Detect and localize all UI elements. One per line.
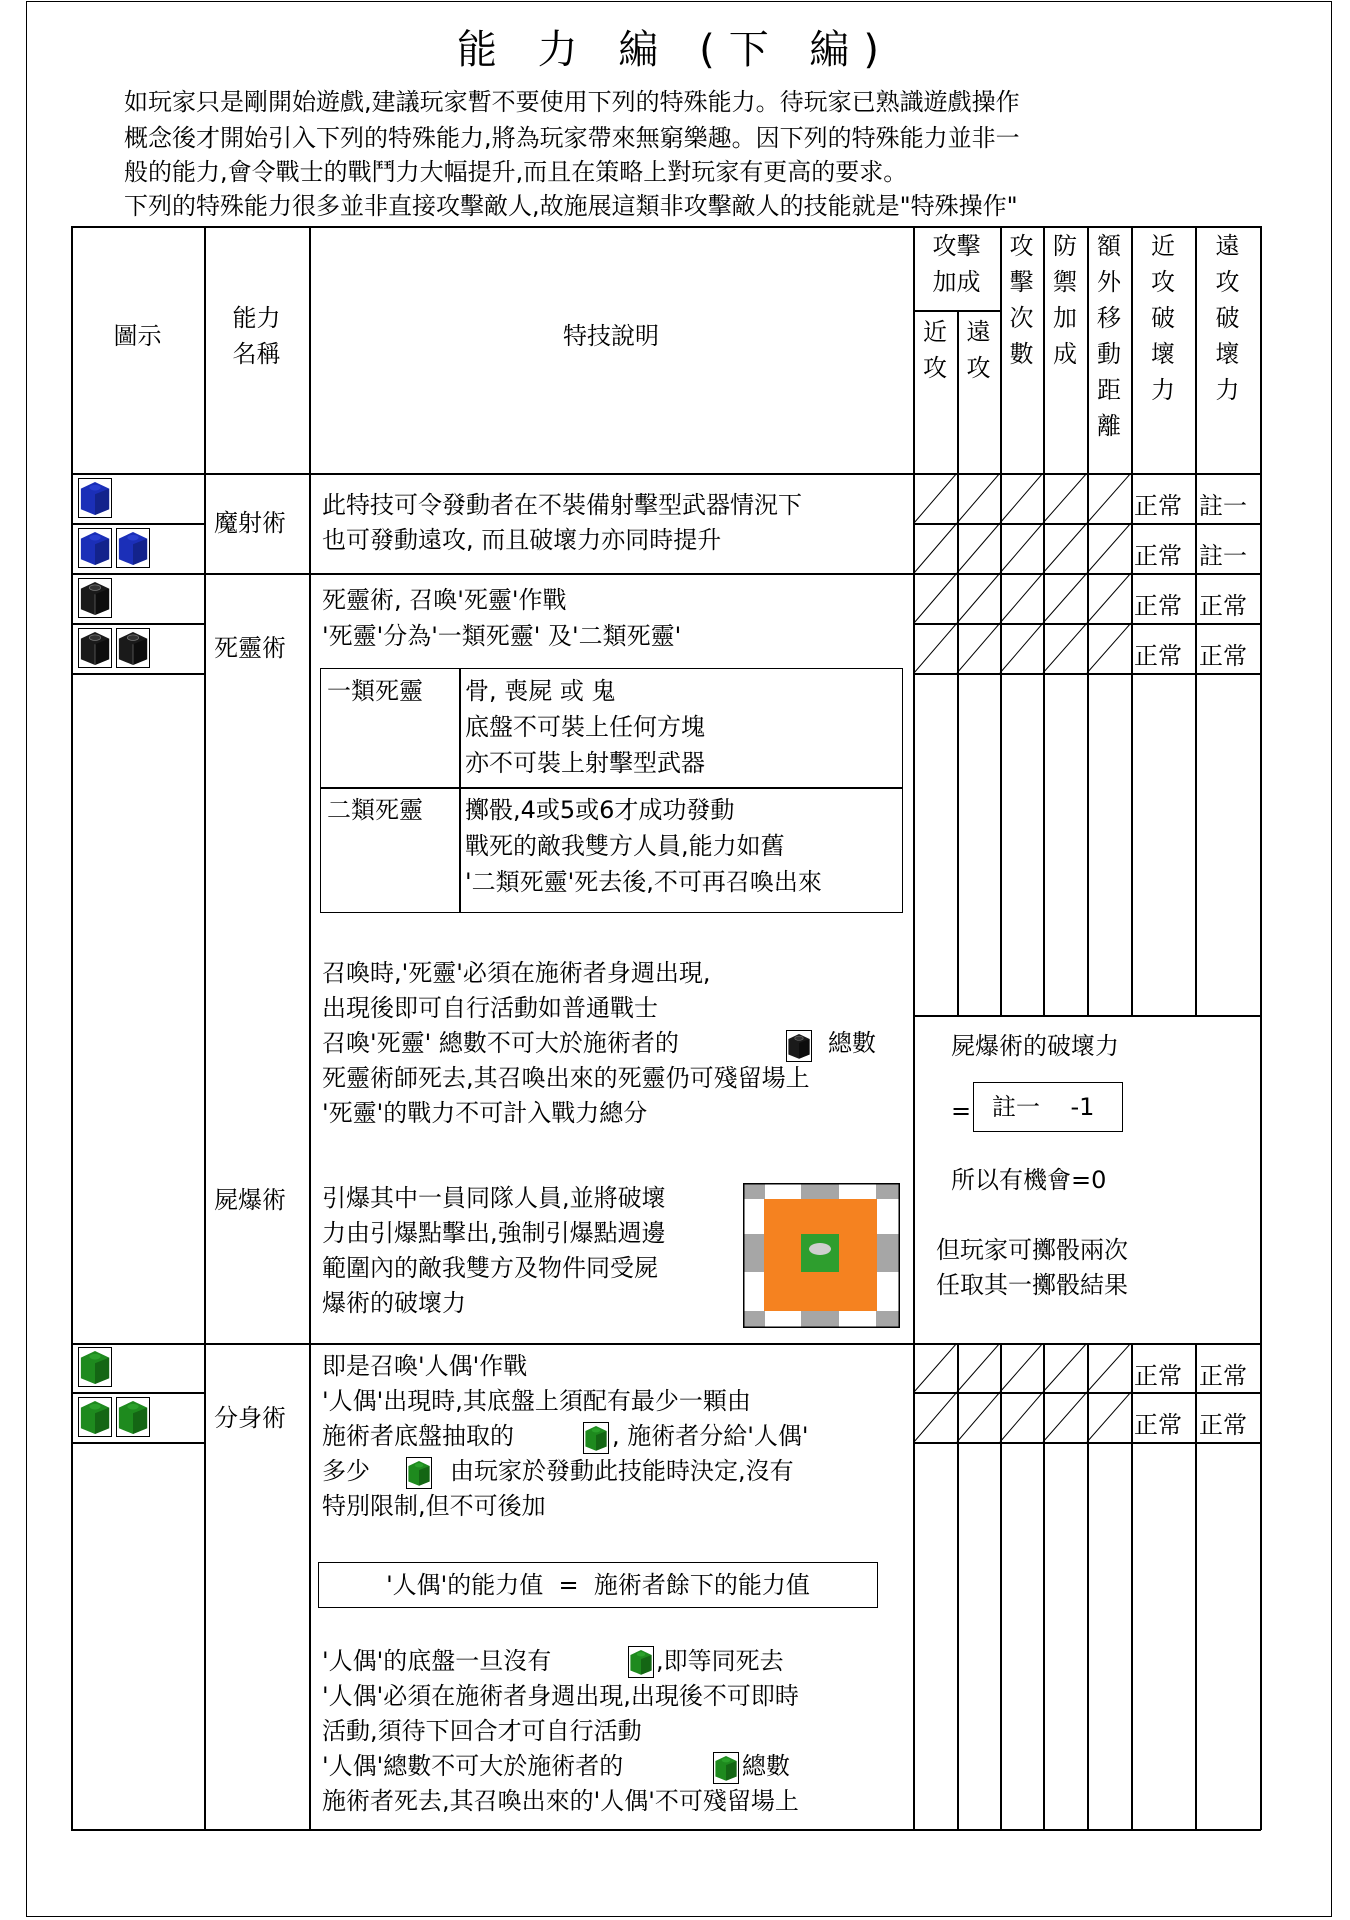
chance-note: 所以有機會=0 xyxy=(951,1166,1107,1194)
melee-destroy-value: 正常 xyxy=(1134,642,1182,670)
clone-desc-2: '人偶'出現時,其底盤上須配有最少一顆由 xyxy=(322,1387,751,1415)
green-cube-icon xyxy=(406,1457,432,1489)
clone-desc-4b: 由玩家於發動此技能時決定,沒有 xyxy=(450,1457,794,1485)
clone-desc-5: 特別限制,但不可後加 xyxy=(322,1492,546,1520)
black-cube-icon xyxy=(116,628,150,668)
clone-note-2: '人偶'必須在施術者身週出現,出現後不可即時 xyxy=(322,1682,799,1710)
corpse-explosion-desc-2: 力由引爆點擊出,強制引爆點週邊 xyxy=(322,1219,666,1247)
black-cube-icon xyxy=(78,628,112,668)
header-melee-destroy: 近 攻 破 壞 力 xyxy=(1151,232,1175,404)
header-description: 特技說明 xyxy=(563,322,659,350)
ranged-destroy-value: 正常 xyxy=(1199,1411,1247,1439)
header-name-line2: 名稱 xyxy=(232,340,281,368)
header-attack-bonus-line2: 加成 xyxy=(932,268,981,296)
magic-shot-desc-1: 此特技可令發動者在不裝備射擊型武器情況下 xyxy=(322,491,802,519)
melee-destroy-value: 正常 xyxy=(1134,492,1182,520)
melee-destroy-value: 正常 xyxy=(1134,1362,1182,1390)
header-defense-bonus: 防 禦 加 成 xyxy=(1053,232,1077,368)
clone-desc-1: 即是召喚'人偶'作戰 xyxy=(322,1352,528,1380)
reroll-note-1: 但玩家可擲骰兩次 xyxy=(936,1236,1128,1264)
ranged-destroy-value: 正常 xyxy=(1199,1362,1247,1390)
necromancy-note-3-suffix: 總數 xyxy=(828,1029,876,1057)
green-cube-icon xyxy=(78,1347,112,1387)
corpse-explosion-desc-1: 引爆其中一員同隊人員,並將破壞 xyxy=(322,1184,666,1212)
melee-destroy-value: 正常 xyxy=(1134,542,1182,570)
ranged-destroy-value: 註一 xyxy=(1199,542,1247,570)
header-icon: 圖示 xyxy=(113,322,162,350)
melee-destroy-value: 正常 xyxy=(1134,1411,1182,1439)
clone-note-1b: ,即等同死去 xyxy=(656,1647,784,1675)
blue-cube-icon xyxy=(116,528,150,568)
necromancy-note-4: 死靈術師死去,其召喚出來的死靈仍可殘留場上 xyxy=(322,1064,810,1092)
corpse-explosion-desc-3: 範圍內的敵我雙方及物件同受屍 xyxy=(322,1254,658,1282)
magic-shot-desc-2: 也可發動遠攻, 而且破壞力亦同時提升 xyxy=(322,526,722,554)
clone-note-4b: 總數 xyxy=(742,1752,790,1780)
ranged-destroy-value: 註一 xyxy=(1199,492,1247,520)
header-ranged: 遠 攻 xyxy=(966,318,991,382)
undead-type-2-line-2: 戰死的敵我雙方人員,能力如舊 xyxy=(465,832,785,860)
clone-formula: '人偶'的能力值 = 施術者餘下的能力值 xyxy=(386,1571,810,1599)
destroy-formula: 註一 -1 xyxy=(992,1093,1095,1121)
corpse-explosion-side-heading: 屍爆術的破壞力 xyxy=(951,1032,1119,1060)
black-cube-icon xyxy=(78,578,112,618)
necromancy-note-3: 召喚'死靈' 總數不可大於施術者的 xyxy=(322,1029,679,1057)
green-cube-icon xyxy=(628,1646,654,1678)
undead-type-2-label: 二類死靈 xyxy=(327,796,423,824)
undead-type-1-line-2: 底盤不可裝上任何方塊 xyxy=(465,713,705,741)
undead-type-2-line-3: '二類死靈'死去後,不可再召喚出來 xyxy=(465,868,822,896)
corpse-explosion-desc-4: 爆術的破壞力 xyxy=(322,1289,466,1317)
page-title: 能 力 編 (下 編) xyxy=(456,27,894,73)
intro-line-1: 如玩家只是剛開始遊戲,建議玩家暫不要使用下列的特殊能力。待玩家已熟識遊戲操作 xyxy=(124,88,1020,116)
header-attack-bonus-line1: 攻擊 xyxy=(932,232,981,260)
black-cube-icon xyxy=(786,1030,812,1062)
ability-name-magic-shot: 魔射術 xyxy=(214,509,286,537)
ranged-destroy-value: 正常 xyxy=(1199,592,1247,620)
reroll-note-2: 任取其一擲骰結果 xyxy=(936,1271,1128,1299)
header-melee: 近 攻 xyxy=(923,318,947,382)
header-ranged-destroy: 遠 攻 破 壞 力 xyxy=(1215,232,1240,404)
clone-desc-3a: 施術者底盤抽取的 xyxy=(322,1422,514,1450)
undead-type-2-line-1: 擲骰,4或5或6才成功發動 xyxy=(465,796,735,824)
na-slashes-row5-6 xyxy=(913,1343,1131,1442)
intro-line-4: 下列的特殊能力很多並非直接攻擊敵人,故施展這類非攻擊敵人的技能就是"特殊操作" xyxy=(124,192,1018,220)
ability-name-necromancy: 死靈術 xyxy=(214,634,286,662)
equals-sign: = xyxy=(951,1097,972,1125)
header-name-line1: 能力 xyxy=(232,304,281,332)
green-cube-icon xyxy=(116,1397,150,1437)
intro-line-3: 般的能力,會令戰士的戰鬥力大幅提升,而且在策略上對玩家有更高的要求。 xyxy=(124,158,908,186)
blue-cube-icon xyxy=(78,478,112,518)
melee-destroy-value: 正常 xyxy=(1134,592,1182,620)
na-slashes-row1-4 xyxy=(913,473,1131,673)
undead-type-1-line-3: 亦不可裝上射擊型武器 xyxy=(465,749,705,777)
green-cube-icon xyxy=(713,1752,739,1784)
necromancy-note-5: '死靈'的戰力不可計入戰力總分 xyxy=(322,1099,648,1127)
clone-note-3: 活動,須待下回合才可自行活動 xyxy=(322,1717,642,1745)
header-extra-move: 額 外 移 動 距 離 xyxy=(1097,232,1121,440)
necromancy-note-1: 召喚時,'死靈'必須在施術者身週出現, xyxy=(322,959,711,987)
undead-type-1-line-1: 骨, 喪屍 或 鬼 xyxy=(465,677,616,705)
clone-note-4a: '人偶'總數不可大於施術者的 xyxy=(322,1752,624,1780)
intro-line-2: 概念後才開始引入下列的特殊能力,將為玩家帶來無窮樂趣。因下列的特殊能力並非一 xyxy=(124,124,1020,152)
clone-desc-3b: , 施術者分給'人偶' xyxy=(612,1422,809,1450)
green-cube-icon xyxy=(583,1422,609,1454)
blast-radius-diagram xyxy=(743,1183,900,1328)
header-attack-count: 攻 擊 次 數 xyxy=(1009,232,1034,368)
clone-desc-4a: 多少 xyxy=(322,1457,370,1485)
necromancy-desc-1: 死靈術, 召喚'死靈'作戰 xyxy=(322,586,567,614)
blue-cube-icon xyxy=(78,528,112,568)
undead-type-1-label: 一類死靈 xyxy=(327,677,423,705)
ability-name-clone: 分身術 xyxy=(214,1404,286,1432)
ranged-destroy-value: 正常 xyxy=(1199,642,1247,670)
green-cube-icon xyxy=(78,1397,112,1437)
necromancy-desc-2: '死靈'分為'一類死靈' 及'二類死靈' xyxy=(322,622,682,650)
ability-name-corpse-explosion: 屍爆術 xyxy=(214,1186,286,1214)
necromancy-note-2: 出現後即可自行活動如普通戰士 xyxy=(322,994,658,1022)
clone-note-1a: '人偶'的底盤一旦沒有 xyxy=(322,1647,552,1675)
clone-note-5: 施術者死去,其召喚出來的'人偶'不可殘留場上 xyxy=(322,1787,799,1815)
